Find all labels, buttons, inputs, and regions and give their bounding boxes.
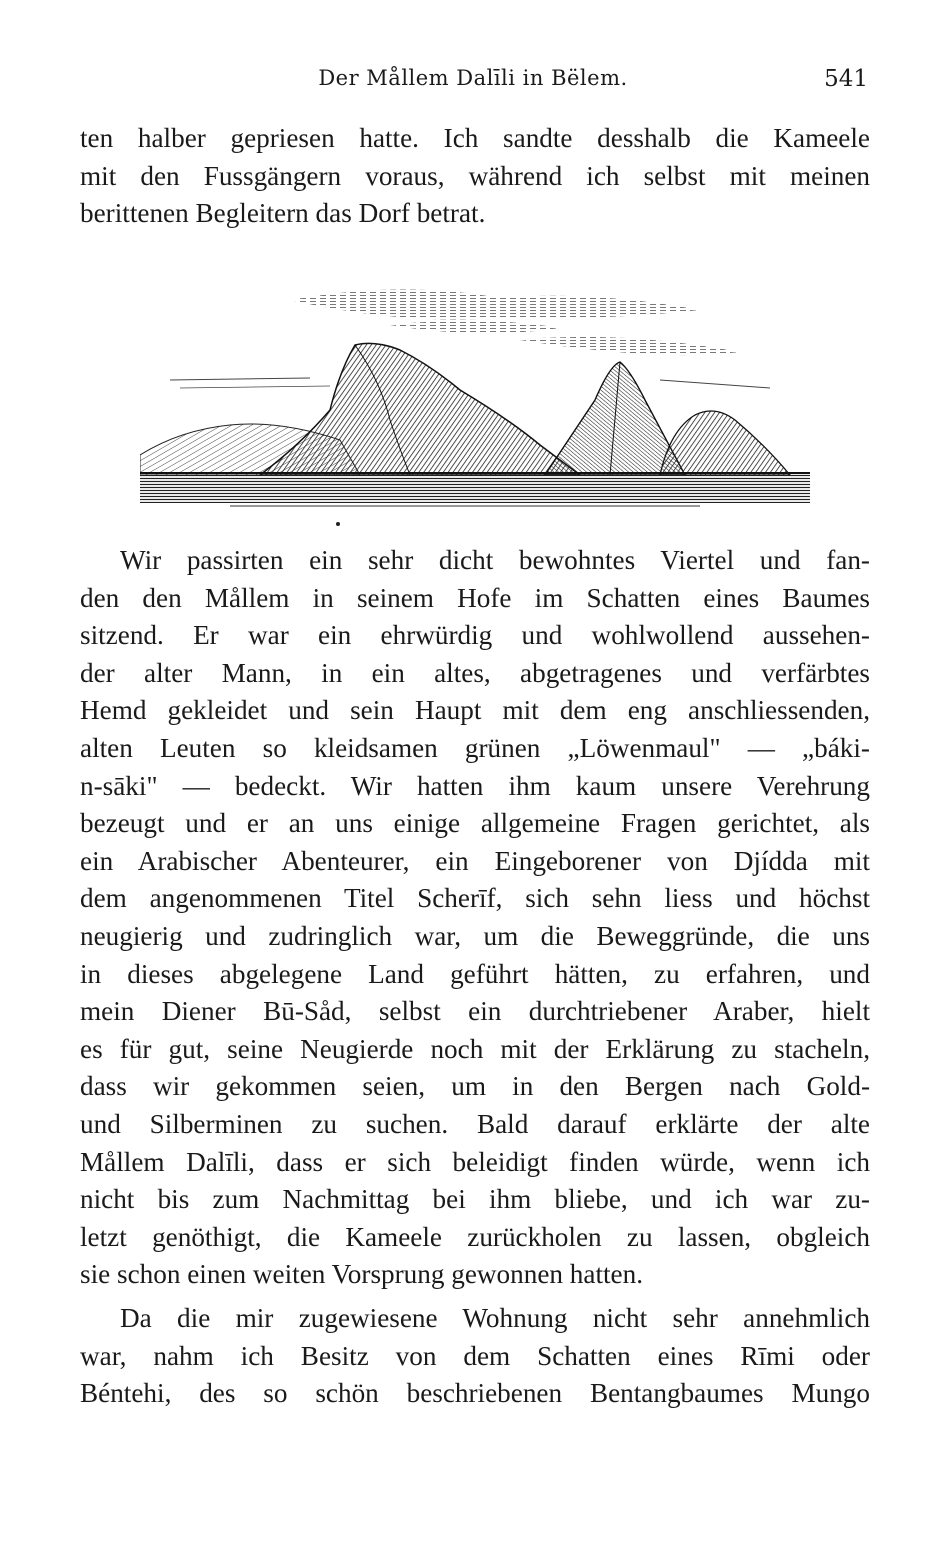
page-header	[78, 66, 868, 98]
text-line: und Silberminen zu suchen. Bald darauf erklärte der alte	[80, 1108, 870, 1139]
text-line: Béntehi, des so schön beschriebenen Bentangbaumes Mungo	[80, 1378, 870, 1409]
paragraph-3	[80, 1300, 870, 1413]
text-line: neugierig und zudringlich war, um die Beweggründe, die uns	[80, 920, 870, 951]
right-hill	[660, 411, 790, 475]
cloud-stroke	[390, 321, 560, 334]
text-line: letzt genöthigt, die Kameele zurückholen zu lassen, obgleich	[80, 1221, 870, 1252]
cloud-stroke	[520, 337, 740, 355]
text-line: sitzend. Er war ein ehrwürdig und wohlwollend aussehen-	[80, 620, 870, 651]
text-line: nicht bis zum Nachmittag bei ihm bliebe, und ich war zu-	[80, 1184, 870, 1215]
text-line: Mållem Dalīli, dass er sich beleidigt finden würde, wenn ich	[80, 1146, 870, 1177]
paragraph-2	[80, 542, 870, 1294]
text-line: Wir passirten ein sehr dicht bewohntes Viertel und fan-	[120, 545, 870, 575]
text-line: bezeugt und er an uns einige allgemeine Fragen gerichtet, als	[80, 808, 870, 839]
text-line: alten Leuten so kleidsamen grünen „Löwenmaul" — „báki-	[80, 732, 870, 763]
text-line: berittenen Begleitern das Dorf betrat.	[80, 198, 486, 229]
text-line: dass wir gekommen seien, um in den Bergen nach Gold-	[80, 1071, 870, 1102]
main-mountain	[260, 343, 580, 475]
text-line: ten halber gepriesen hatte. Ich sandte desshalb die Kameele	[80, 123, 870, 153]
text-line: in dieses abgelegene Land geführt hätten, zu erfahren, und	[80, 958, 870, 989]
cloud-stroke	[290, 289, 700, 319]
text-line: dem angenommenen Titel Scherīf, sich sehn liess und höchst	[80, 883, 870, 914]
text-line: sie schon einen weiten Vorsprung gewonnen hatten.	[80, 1259, 644, 1290]
text-line: Da die mir zugewiesene Wohnung nicht sehr annehmlich	[120, 1303, 870, 1333]
text-line: den den Mållem in seinem Hofe im Schatten eines Baumes	[80, 582, 870, 613]
text-line: mit den Fussgängern voraus, während ich selbst mit meinen	[80, 160, 870, 191]
text-line: n-sāki" — bedeckt. Wir hatten ihm kaum unsere Verehrung	[80, 770, 870, 801]
mountain-illustration	[140, 270, 810, 530]
text-line: der alter Mann, in ein altes, abgetragenes und verfärbtes	[80, 657, 870, 688]
page-number: 541	[824, 66, 868, 92]
text-line: mein Diener Bū-Såd, selbst ein durchtriebener Araber, hielt	[80, 996, 870, 1027]
text-line: es für gut, seine Neugierde noch mit der Erklärung zu stacheln,	[80, 1033, 870, 1064]
text-line: ein Arabischer Abenteurer, ein Eingeborener von Djídda mit	[80, 845, 870, 876]
running-title: Der Mållem Dalīli in Bëlem.	[318, 66, 628, 90]
text-line: war, nahm ich Besitz von dem Schatten eines Rīmi oder	[80, 1340, 870, 1371]
text-line: Hemd gekleidet und sein Haupt mit dem eng anschliessenden,	[80, 695, 870, 726]
water	[140, 473, 810, 503]
paragraph-1	[80, 120, 870, 233]
